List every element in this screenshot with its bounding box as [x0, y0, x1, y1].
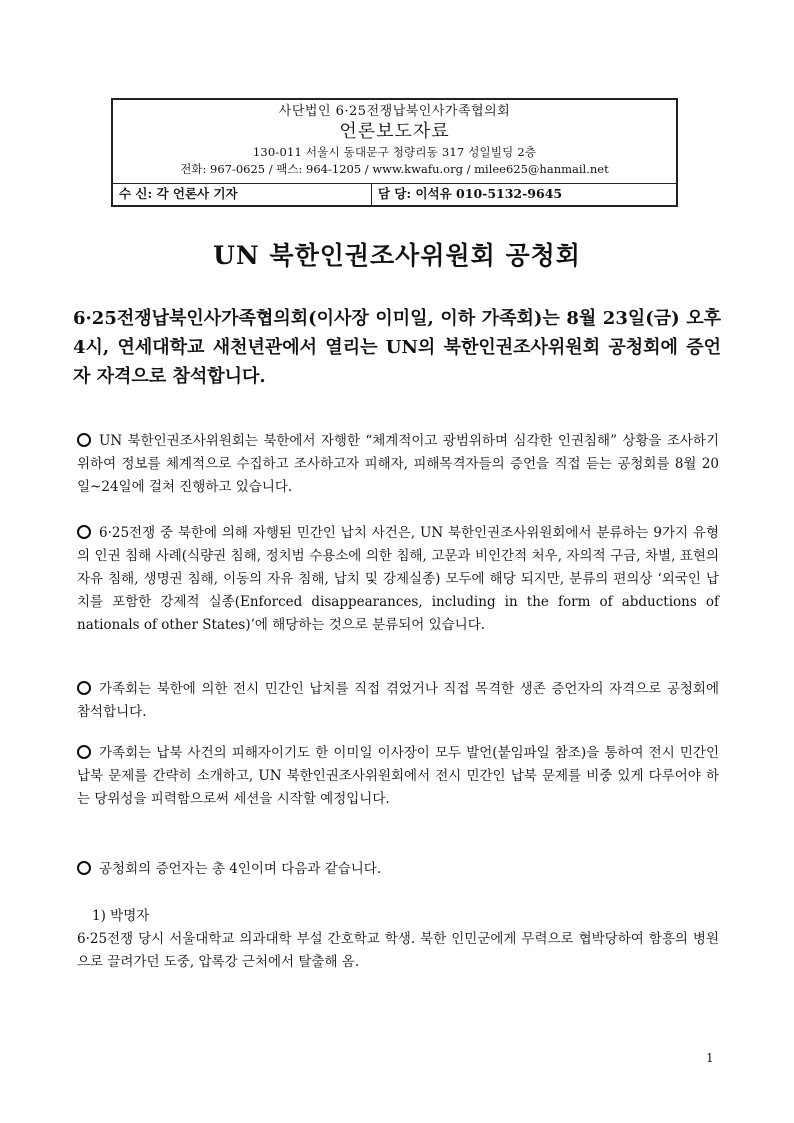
manager-cell: 담 당: 이석유 010-5132-9645	[378, 186, 563, 201]
paragraph-text: 6·25전쟁 중 북한에 의해 자행된 민간인 납치 사건은, UN 북한인권조사위원회에서 분류하는 9가지 유형의 인권 침해 사례(식량권 침해, 정치범 수용소에 의한 침해, 고문과 비인간적 처우, 자의적 구금, 차별, 표현의 자유 침해, 생명권 침해, 이동의 자유 침해, 납치 및 강제실종) 모두에 해당 되지만, 분류의 편의상 ‘외국인 납치를 포함한 강제적 실종(Enforced disappearances, including in the form of abductions of nationals of other States)’에 해당하는 것으로 분류되어 있습니다.	[77, 525, 719, 633]
paragraph-text: 공청회의 증언자는 총 4인이며 다음과 같습니다.	[99, 861, 382, 877]
paragraph-text: 가족회는 납북 사건의 피해자이기도 한 이미일 이사장이 모두 발언(붙임파일 참조)을 통하여 전시 민간인 납북 문제를 간략히 소개하고, UN 북한인권조사위원회에서 전시 민간인 납북 문제를 비중 있게 다루어야 하는 당위성을 피력함으로써 세션을 시작할 예정입니다.	[77, 745, 719, 807]
recipient-cell: 수 신: 각 언론사 기자	[113, 184, 372, 205]
document-type: 언론보도자료	[339, 121, 450, 142]
header-info-row	[113, 184, 676, 205]
paragraph-1	[77, 430, 719, 499]
organization-address: 130-011 서울시 동대문구 청량리동 317 성일빌딩 2층	[252, 145, 537, 159]
circle-bullet-icon	[77, 525, 91, 539]
circle-bullet-icon	[77, 745, 91, 759]
page-number: 1	[706, 1051, 714, 1065]
organization-name: 사단법인 6·25전쟁납북인사가족협의회	[278, 104, 511, 119]
witness-description: 6·25전쟁 당시 서울대학교 의과대학 부설 간호학교 학생. 북한 인민군에게 무력으로 협박당하여 함흥의 병원으로 끌려가던 도중, 압록강 근처에서 탈출해 옴.	[77, 931, 719, 970]
circle-bullet-icon	[77, 681, 91, 695]
paragraph-3	[77, 678, 719, 724]
lead-paragraph: 6·25전쟁납북인사가족협의회(이사장 이미일, 이하 가족회)는 8월 23일(금) 오후 4시, 연세대학교 새천년관에서 열리는 UN의 북한인권조사위원회 공청회에 증언자 자격으로 참석합니다.	[73, 308, 721, 387]
paragraph-5	[77, 858, 719, 881]
witness-title: 1) 박명자	[92, 908, 150, 924]
header-main	[113, 100, 676, 184]
paragraph-text: UN 북한인권조사위원회는 북한에서 자행한 “체계적이고 광범위하며 심각한 인권침해” 상황을 조사하기 위하여 정보를 체계적으로 수집하고 조사하고자 피해자, 피해목격자들의 증언을 직접 듣는 공청회를 8월 20일~24일에 걸쳐 진행하고 있습니다.	[77, 433, 719, 495]
circle-bullet-icon	[77, 861, 91, 875]
circle-bullet-icon	[77, 433, 91, 447]
organization-contact: 전화: 967-0625 / 팩스: 964-1205 / www.kwafu.org / milee625@hanmail.net	[180, 162, 609, 176]
paragraph-4	[77, 742, 719, 811]
paragraph-text: 가족회는 북한에 의한 전시 민간인 납치를 직접 겪었거나 직접 목격한 생존 증언자의 자격으로 공청회에 참석합니다.	[77, 681, 719, 720]
paragraph-2	[77, 522, 719, 637]
page-title: UN 북한인권조사위원회 공청회	[213, 241, 581, 270]
press-release-header	[111, 98, 678, 207]
